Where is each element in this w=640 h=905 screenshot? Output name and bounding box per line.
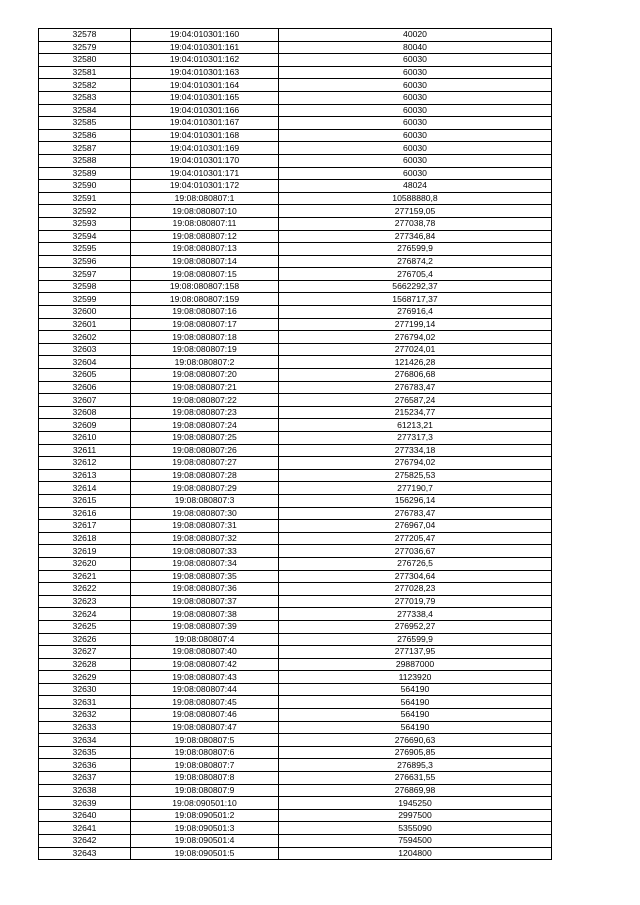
row-number-cell: 32616 <box>39 507 131 520</box>
table-row <box>39 633 552 646</box>
row-number-cell: 32612 <box>39 457 131 470</box>
value-cell: 60030 <box>279 142 552 155</box>
table-row <box>39 419 552 432</box>
cadastral-number-cell: 19:08:080807:43 <box>131 671 279 684</box>
cadastral-number-cell: 19:08:080807:30 <box>131 507 279 520</box>
row-number-cell: 32588 <box>39 154 131 167</box>
value-cell: 277038,78 <box>279 217 552 230</box>
cadastral-number-cell: 19:04:010301:165 <box>131 91 279 104</box>
table-row <box>39 41 552 54</box>
value-cell: 60030 <box>279 54 552 67</box>
cadastral-number-cell: 19:04:010301:167 <box>131 117 279 130</box>
cadastral-number-cell: 19:04:010301:162 <box>131 54 279 67</box>
table-row <box>39 268 552 281</box>
value-cell: 276631,55 <box>279 772 552 785</box>
table-row <box>39 532 552 545</box>
cadastral-number-cell: 19:08:080807:47 <box>131 721 279 734</box>
value-cell: 277036,67 <box>279 545 552 558</box>
value-cell: 277019,79 <box>279 595 552 608</box>
value-cell: 276783,47 <box>279 507 552 520</box>
row-number-cell: 32631 <box>39 696 131 709</box>
row-number-cell: 32638 <box>39 784 131 797</box>
table-row <box>39 306 552 319</box>
value-cell: 48024 <box>279 180 552 193</box>
row-number-cell: 32600 <box>39 306 131 319</box>
value-cell: 277024,01 <box>279 343 552 356</box>
cadastral-number-cell: 19:08:080807:9 <box>131 784 279 797</box>
value-cell: 40020 <box>279 29 552 42</box>
cadastral-number-cell: 19:04:010301:170 <box>131 154 279 167</box>
table-row <box>39 809 552 822</box>
table-row <box>39 494 552 507</box>
table-row <box>39 91 552 104</box>
row-number-cell: 32591 <box>39 192 131 205</box>
row-number-cell: 32621 <box>39 570 131 583</box>
cadastral-number-cell: 19:08:080807:28 <box>131 469 279 482</box>
cadastral-number-cell: 19:08:080807:46 <box>131 709 279 722</box>
cadastral-number-cell: 19:08:080807:15 <box>131 268 279 281</box>
cadastral-number-cell: 19:08:080807:19 <box>131 343 279 356</box>
table-row <box>39 457 552 470</box>
table-row <box>39 331 552 344</box>
row-number-cell: 32623 <box>39 595 131 608</box>
row-number-cell: 32601 <box>39 318 131 331</box>
cadastral-number-cell: 19:08:080807:38 <box>131 608 279 621</box>
value-cell: 60030 <box>279 129 552 142</box>
table-row <box>39 167 552 180</box>
cadastral-number-cell: 19:04:010301:166 <box>131 104 279 117</box>
value-cell: 276967,04 <box>279 520 552 533</box>
table-row <box>39 79 552 92</box>
row-number-cell: 32613 <box>39 469 131 482</box>
row-number-cell: 32609 <box>39 419 131 432</box>
value-cell: 276599,9 <box>279 633 552 646</box>
table-row <box>39 66 552 79</box>
cadastral-number-cell: 19:04:010301:172 <box>131 180 279 193</box>
value-cell: 277199,14 <box>279 318 552 331</box>
table-row <box>39 507 552 520</box>
cadastral-number-cell: 19:08:080807:37 <box>131 595 279 608</box>
table-row <box>39 104 552 117</box>
cadastral-number-cell: 19:04:010301:168 <box>131 129 279 142</box>
table-row <box>39 595 552 608</box>
cadastral-number-cell: 19:08:080807:158 <box>131 280 279 293</box>
value-cell: 121426,28 <box>279 356 552 369</box>
cadastral-number-cell: 19:08:080807:34 <box>131 557 279 570</box>
cadastral-number-cell: 19:04:010301:164 <box>131 79 279 92</box>
row-number-cell: 32590 <box>39 180 131 193</box>
cadastral-number-cell: 19:08:080807:23 <box>131 406 279 419</box>
table-row <box>39 696 552 709</box>
row-number-cell: 32639 <box>39 797 131 810</box>
table-row <box>39 847 552 860</box>
cadastral-number-cell: 19:08:080807:39 <box>131 620 279 633</box>
value-cell: 277137,95 <box>279 646 552 659</box>
row-number-cell: 32630 <box>39 683 131 696</box>
table-row <box>39 29 552 42</box>
value-cell: 276952,27 <box>279 620 552 633</box>
value-cell: 215234,77 <box>279 406 552 419</box>
row-number-cell: 32611 <box>39 444 131 457</box>
value-cell: 564190 <box>279 709 552 722</box>
table-row <box>39 671 552 684</box>
value-cell: 276705,4 <box>279 268 552 281</box>
table-row <box>39 784 552 797</box>
table-row <box>39 343 552 356</box>
row-number-cell: 32619 <box>39 545 131 558</box>
row-number-cell: 32594 <box>39 230 131 243</box>
value-cell: 2997500 <box>279 809 552 822</box>
row-number-cell: 32604 <box>39 356 131 369</box>
table-row <box>39 192 552 205</box>
row-number-cell: 32599 <box>39 293 131 306</box>
table-row <box>39 683 552 696</box>
cadastral-value-table <box>38 28 552 860</box>
row-number-cell: 32640 <box>39 809 131 822</box>
cadastral-number-cell: 19:08:080807:14 <box>131 255 279 268</box>
cadastral-number-cell: 19:08:080807:33 <box>131 545 279 558</box>
row-number-cell: 32620 <box>39 557 131 570</box>
value-cell: 60030 <box>279 66 552 79</box>
row-number-cell: 32595 <box>39 243 131 256</box>
table-row <box>39 230 552 243</box>
row-number-cell: 32622 <box>39 583 131 596</box>
value-cell: 156296,14 <box>279 494 552 507</box>
cadastral-number-cell: 19:08:090501:3 <box>131 822 279 835</box>
cadastral-number-cell: 19:04:010301:161 <box>131 41 279 54</box>
table-row <box>39 280 552 293</box>
cadastral-number-cell: 19:08:090501:10 <box>131 797 279 810</box>
table-row <box>39 217 552 230</box>
row-number-cell: 32583 <box>39 91 131 104</box>
row-number-cell: 32586 <box>39 129 131 142</box>
cadastral-number-cell: 19:08:080807:12 <box>131 230 279 243</box>
table-row <box>39 709 552 722</box>
row-number-cell: 32627 <box>39 646 131 659</box>
table-row <box>39 243 552 256</box>
value-cell: 275825,53 <box>279 469 552 482</box>
cadastral-number-cell: 19:08:080807:20 <box>131 369 279 382</box>
row-number-cell: 32602 <box>39 331 131 344</box>
table-row <box>39 797 552 810</box>
table-row <box>39 255 552 268</box>
cadastral-number-cell: 19:08:080807:5 <box>131 734 279 747</box>
table-row <box>39 432 552 445</box>
cadastral-number-cell: 19:08:080807:27 <box>131 457 279 470</box>
value-cell: 276869,98 <box>279 784 552 797</box>
value-cell: 1123920 <box>279 671 552 684</box>
table-row <box>39 620 552 633</box>
cadastral-number-cell: 19:04:010301:171 <box>131 167 279 180</box>
value-cell: 10588880,8 <box>279 192 552 205</box>
value-cell: 60030 <box>279 79 552 92</box>
value-cell: 564190 <box>279 683 552 696</box>
cadastral-number-cell: 19:08:080807:22 <box>131 394 279 407</box>
row-number-cell: 32605 <box>39 369 131 382</box>
cadastral-number-cell: 19:08:080807:2 <box>131 356 279 369</box>
value-cell: 277346,84 <box>279 230 552 243</box>
table-row <box>39 557 552 570</box>
value-cell: 277338,4 <box>279 608 552 621</box>
value-cell: 277304,64 <box>279 570 552 583</box>
row-number-cell: 32633 <box>39 721 131 734</box>
cadastral-number-cell: 19:08:080807:11 <box>131 217 279 230</box>
value-cell: 564190 <box>279 721 552 734</box>
value-cell: 5662292,37 <box>279 280 552 293</box>
row-number-cell: 32615 <box>39 494 131 507</box>
row-number-cell: 32579 <box>39 41 131 54</box>
row-number-cell: 32626 <box>39 633 131 646</box>
table-row <box>39 180 552 193</box>
row-number-cell: 32635 <box>39 746 131 759</box>
value-cell: 80040 <box>279 41 552 54</box>
row-number-cell: 32610 <box>39 432 131 445</box>
value-cell: 276690,63 <box>279 734 552 747</box>
table-row <box>39 117 552 130</box>
table-row <box>39 381 552 394</box>
cadastral-number-cell: 19:08:080807:16 <box>131 306 279 319</box>
cadastral-number-cell: 19:04:010301:160 <box>131 29 279 42</box>
value-cell: 60030 <box>279 91 552 104</box>
table-row <box>39 54 552 67</box>
table-row <box>39 822 552 835</box>
cadastral-number-cell: 19:08:080807:29 <box>131 482 279 495</box>
value-cell: 60030 <box>279 167 552 180</box>
value-cell: 1568717,37 <box>279 293 552 306</box>
table-row <box>39 746 552 759</box>
row-number-cell: 32618 <box>39 532 131 545</box>
cadastral-number-cell: 19:08:080807:26 <box>131 444 279 457</box>
table-row <box>39 318 552 331</box>
cadastral-number-cell: 19:08:090501:4 <box>131 835 279 848</box>
table-row <box>39 293 552 306</box>
cadastral-number-cell: 19:08:080807:8 <box>131 772 279 785</box>
cadastral-number-cell: 19:08:080807:40 <box>131 646 279 659</box>
row-number-cell: 32617 <box>39 520 131 533</box>
row-number-cell: 32642 <box>39 835 131 848</box>
row-number-cell: 32580 <box>39 54 131 67</box>
cadastral-number-cell: 19:04:010301:169 <box>131 142 279 155</box>
table-body <box>39 29 552 860</box>
table-row <box>39 608 552 621</box>
row-number-cell: 32628 <box>39 658 131 671</box>
table-row <box>39 520 552 533</box>
row-number-cell: 32641 <box>39 822 131 835</box>
value-cell: 277159,05 <box>279 205 552 218</box>
table-row <box>39 154 552 167</box>
value-cell: 1204800 <box>279 847 552 860</box>
value-cell: 277317,3 <box>279 432 552 445</box>
row-number-cell: 32608 <box>39 406 131 419</box>
row-number-cell: 32634 <box>39 734 131 747</box>
cadastral-number-cell: 19:08:080807:17 <box>131 318 279 331</box>
cadastral-number-cell: 19:08:080807:3 <box>131 494 279 507</box>
value-cell: 276916,4 <box>279 306 552 319</box>
value-cell: 60030 <box>279 117 552 130</box>
table-row <box>39 469 552 482</box>
value-cell: 1945250 <box>279 797 552 810</box>
row-number-cell: 32606 <box>39 381 131 394</box>
value-cell: 7594500 <box>279 835 552 848</box>
table-row <box>39 482 552 495</box>
row-number-cell: 32578 <box>39 29 131 42</box>
value-cell: 277334,18 <box>279 444 552 457</box>
table-row <box>39 142 552 155</box>
table-row <box>39 772 552 785</box>
value-cell: 276794,02 <box>279 457 552 470</box>
table-row <box>39 835 552 848</box>
table-row <box>39 570 552 583</box>
cadastral-number-cell: 19:04:010301:163 <box>131 66 279 79</box>
table-row <box>39 545 552 558</box>
value-cell: 5355090 <box>279 822 552 835</box>
table-row <box>39 658 552 671</box>
row-number-cell: 32581 <box>39 66 131 79</box>
cadastral-number-cell: 19:08:090501:5 <box>131 847 279 860</box>
row-number-cell: 32584 <box>39 104 131 117</box>
cadastral-number-cell: 19:08:080807:13 <box>131 243 279 256</box>
row-number-cell: 32596 <box>39 255 131 268</box>
value-cell: 277190,7 <box>279 482 552 495</box>
table-row <box>39 646 552 659</box>
cadastral-number-cell: 19:08:080807:1 <box>131 192 279 205</box>
table-row <box>39 734 552 747</box>
value-cell: 277205,47 <box>279 532 552 545</box>
cadastral-number-cell: 19:08:080807:32 <box>131 532 279 545</box>
row-number-cell: 32607 <box>39 394 131 407</box>
table-row <box>39 356 552 369</box>
row-number-cell: 32636 <box>39 759 131 772</box>
cadastral-number-cell: 19:08:080807:42 <box>131 658 279 671</box>
value-cell: 276794,02 <box>279 331 552 344</box>
row-number-cell: 32624 <box>39 608 131 621</box>
value-cell: 276783,47 <box>279 381 552 394</box>
row-number-cell: 32587 <box>39 142 131 155</box>
value-cell: 276587,24 <box>279 394 552 407</box>
value-cell: 276599,9 <box>279 243 552 256</box>
cadastral-number-cell: 19:08:080807:44 <box>131 683 279 696</box>
row-number-cell: 32632 <box>39 709 131 722</box>
cadastral-number-cell: 19:08:080807:36 <box>131 583 279 596</box>
cadastral-number-cell: 19:08:080807:159 <box>131 293 279 306</box>
cadastral-number-cell: 19:08:080807:6 <box>131 746 279 759</box>
value-cell: 276905,85 <box>279 746 552 759</box>
table-row <box>39 759 552 772</box>
row-number-cell: 32593 <box>39 217 131 230</box>
cadastral-number-cell: 19:08:080807:7 <box>131 759 279 772</box>
cadastral-number-cell: 19:08:080807:31 <box>131 520 279 533</box>
value-cell: 276874,2 <box>279 255 552 268</box>
row-number-cell: 32597 <box>39 268 131 281</box>
value-cell: 60030 <box>279 104 552 117</box>
table-row <box>39 394 552 407</box>
row-number-cell: 32614 <box>39 482 131 495</box>
row-number-cell: 32603 <box>39 343 131 356</box>
row-number-cell: 32589 <box>39 167 131 180</box>
value-cell: 29887000 <box>279 658 552 671</box>
cadastral-number-cell: 19:08:080807:18 <box>131 331 279 344</box>
table-row <box>39 444 552 457</box>
cadastral-number-cell: 19:08:080807:45 <box>131 696 279 709</box>
row-number-cell: 32629 <box>39 671 131 684</box>
table-row <box>39 205 552 218</box>
cadastral-number-cell: 19:08:080807:24 <box>131 419 279 432</box>
row-number-cell: 32643 <box>39 847 131 860</box>
cadastral-number-cell: 19:08:080807:4 <box>131 633 279 646</box>
row-number-cell: 32592 <box>39 205 131 218</box>
value-cell: 564190 <box>279 696 552 709</box>
table-row <box>39 369 552 382</box>
table-row <box>39 129 552 142</box>
row-number-cell: 32582 <box>39 79 131 92</box>
row-number-cell: 32598 <box>39 280 131 293</box>
table-row <box>39 583 552 596</box>
cadastral-number-cell: 19:08:080807:35 <box>131 570 279 583</box>
cadastral-number-cell: 19:08:090501:2 <box>131 809 279 822</box>
cadastral-number-cell: 19:08:080807:10 <box>131 205 279 218</box>
cadastral-number-cell: 19:08:080807:21 <box>131 381 279 394</box>
table-row <box>39 721 552 734</box>
value-cell: 276726,5 <box>279 557 552 570</box>
cadastral-number-cell: 19:08:080807:25 <box>131 432 279 445</box>
row-number-cell: 32625 <box>39 620 131 633</box>
value-cell: 60030 <box>279 154 552 167</box>
value-cell: 276806,68 <box>279 369 552 382</box>
value-cell: 276895,3 <box>279 759 552 772</box>
row-number-cell: 32585 <box>39 117 131 130</box>
value-cell: 61213,21 <box>279 419 552 432</box>
row-number-cell: 32637 <box>39 772 131 785</box>
table-row <box>39 406 552 419</box>
value-cell: 277028,23 <box>279 583 552 596</box>
